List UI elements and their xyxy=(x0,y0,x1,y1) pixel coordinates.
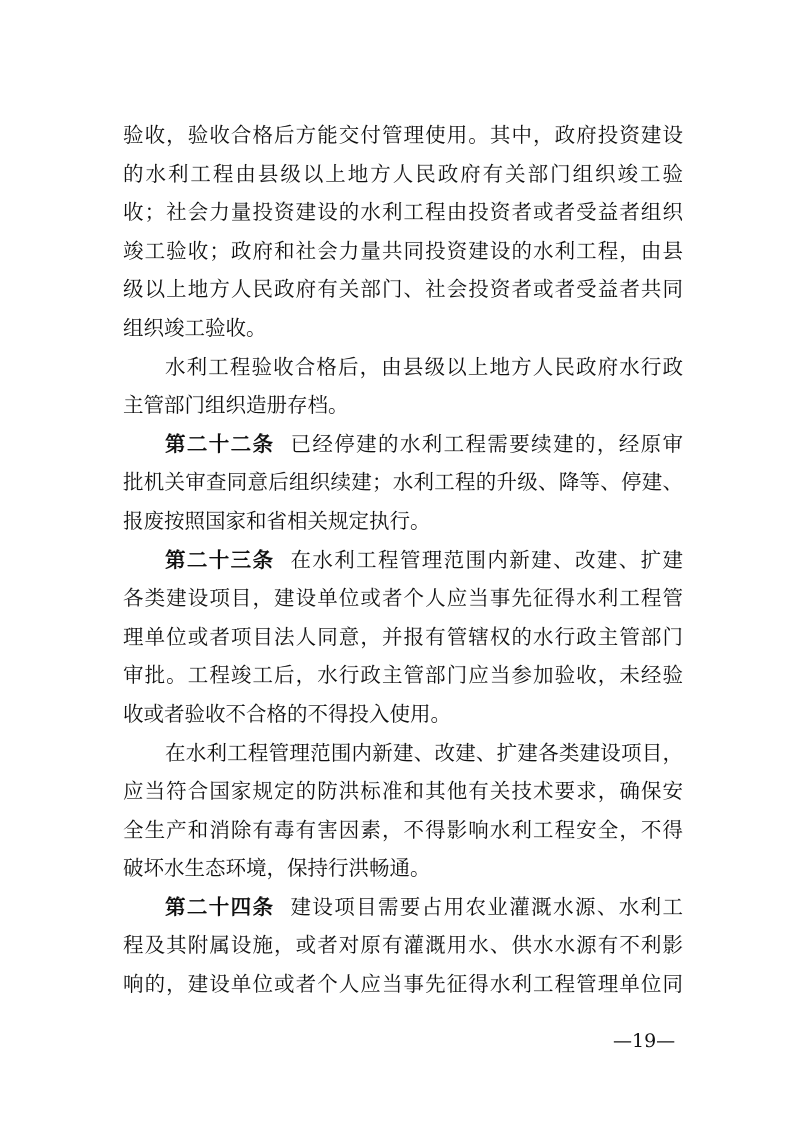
article-title: 第二十二条 xyxy=(165,431,275,456)
text-line: 的水利工程由县级以上地方人民政府有关部门组织竣工验 xyxy=(123,161,683,186)
text-line: 验收，验收合格后方能交付管理使用。其中，政府投资建设 xyxy=(123,123,683,147)
text-line: 收或者验收不合格的不得投入使用。 xyxy=(123,701,451,726)
text-line: 收；社会力量投资建设的水利工程由投资者或者受益者组织 xyxy=(123,200,683,225)
text-line: 主管部门组织造册存档。 xyxy=(123,393,349,418)
text-line: 级以上地方人民政府有关部门、社会投资者或者受益者共同 xyxy=(123,277,683,302)
text-line: 审批。工程竣工后，水行政主管部门应当参加验收，未经验 xyxy=(123,663,683,688)
text-line: 竣工验收；政府和社会力量共同投资建设的水利工程，由县 xyxy=(123,238,683,263)
text-line: 破坏水生态环境，保持行洪畅通。 xyxy=(123,856,431,881)
page-number: —19— xyxy=(613,1030,676,1052)
body-text xyxy=(123,116,683,1004)
paragraph-start-line: 在水利工程管理范围内新建、改建、扩建各类建设项目， xyxy=(165,740,683,765)
text-line: 应当符合国家规定的防洪标准和其他有关技术要求，确保安 xyxy=(123,779,683,804)
text-line: 报废按照国家和省相关规定执行。 xyxy=(123,508,431,533)
article-title: 第二十三条 xyxy=(165,547,275,572)
article-23-line: 第二十三条 在水利工程管理范围内新建、改建、扩建 xyxy=(165,547,684,572)
paragraph-start-line: 水利工程验收合格后，由县级以上地方人民政府水行政 xyxy=(165,354,683,379)
text-line: 组织竣工验收。 xyxy=(123,315,267,340)
text-line: 程及其附属设施，或者对原有灌溉用水、供水水源有不利影 xyxy=(123,933,683,958)
text-line: 响的，建设单位或者个人应当事先征得水利工程管理单位同 xyxy=(123,972,683,997)
text-line: 理单位或者项目法人同意，并报有管辖权的水行政主管部门 xyxy=(123,624,683,649)
text-line: 各类建设项目，建设单位或者个人应当事先征得水利工程管 xyxy=(123,586,683,611)
text-line: 批机关审查同意后组织续建；水利工程的升级、降等、停建、 xyxy=(123,470,683,495)
article-24-line: 第二十四条 建设项目需要占用农业灌溉水源、水利工 xyxy=(165,894,684,919)
article-22-line: 第二十二条 已经停建的水利工程需要续建的，经原审 xyxy=(165,431,684,456)
article-title: 第二十四条 xyxy=(165,894,275,919)
text-line: 全生产和消除有毒有害因素，不得影响水利工程安全，不得 xyxy=(123,817,683,842)
